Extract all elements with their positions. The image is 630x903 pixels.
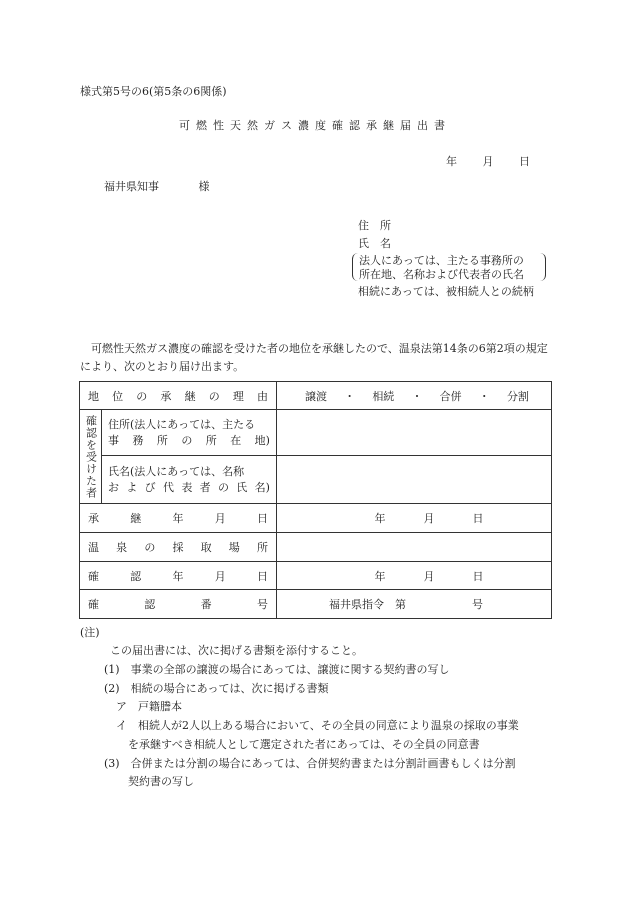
reason-label-char: 地 [88,389,99,403]
confirmation-date-label-char: 月 [214,569,226,583]
address-label-char: の [181,433,193,447]
note-item-2b-line-2: を承継すべき相続人として選定された者にあっては、その全員の同意書 [128,738,480,751]
reason-label-cell [80,382,277,410]
corporation-note-line-1: 法人にあっては、主たる事務所の [359,254,524,267]
address-value-cell[interactable] [277,410,552,456]
addressee: 福井県知事 様 [104,180,210,193]
name-value-cell[interactable] [277,456,552,504]
confirmation-date-value-char: 日 [472,569,484,583]
reason-value-cell[interactable] [277,382,552,410]
succession-form-table [79,381,552,619]
spring-location-label-cell [80,533,277,562]
applicant-name-label: 氏 名 [358,237,391,250]
confirmation-number-label-char: 確 [88,598,99,611]
confirmation-number-label-char: 番 [200,598,212,611]
spring-location-label-char: 場 [228,541,240,554]
spring-location-label-char: 温 [88,541,99,554]
succession-date-label-char: 承 [88,512,99,525]
succession-date-label-char: 日 [257,512,268,525]
corporation-note-bracket [352,253,546,281]
confirmation-number-label-char: 認 [144,598,156,611]
form-number: 様式第5号の6(第5条の6関係) [80,85,227,98]
address-label-cell [102,410,277,456]
applicant-address-label: 住 所 [358,219,391,232]
heir-relationship-note: 相続にあっては、被相続人との続柄 [358,285,534,298]
reason-option-char: 譲渡 [305,389,327,403]
succession-date-label-cell [80,504,277,533]
spring-location-value-cell[interactable] [277,533,552,562]
confirmation-number-prefix: 福井県指令 第 [329,598,406,611]
corporation-note-line-2: 所在地、名称および代表者の氏名 [359,268,524,281]
note-item-2b-line-1: イ 相続人が2人以上ある場合において、その全員の同意により温泉の採取の事業 [116,719,519,732]
succession-date-value-cell[interactable] [277,504,552,533]
confirmation-date-value-char: 年 [374,569,386,583]
name-label-char: 表 [181,480,193,494]
confirmation-number-value-cell[interactable] [277,590,552,619]
spring-location-label [80,539,276,555]
reason-label-char: 位 [112,389,124,403]
succession-date-label-char: 年 [172,512,184,525]
address-label-char: 所 [205,433,217,447]
succession-date-value-char: 年 [374,512,386,525]
reason-label-char: の [208,389,220,403]
name-label-char: び [144,480,156,494]
reason-option-char: 合併 [439,389,462,403]
confirmation-number-suffix: 号 [472,598,483,611]
spring-location-label-char: 取 [200,541,212,554]
reason-option-char: ・ [344,389,356,403]
address-label-line-2 [108,433,270,449]
reason-option-char: ・ [478,389,490,403]
reason-label-char: 由 [256,389,268,403]
reason-option-char: 分割 [506,389,529,403]
note-item-1: (1) 事業の全部の譲渡の場合にあっては、譲渡に関する契約書の写し [104,663,450,676]
name-label-cell [102,456,277,504]
confirmation-date-label [80,568,276,584]
reason-option-char: ・ [411,389,423,403]
confirmed-person-cell [80,410,102,504]
confirmed-person-label: 確認を受けた者 [84,414,98,499]
reason-label-char: 継 [184,389,196,403]
confirmation-number-label-char: 号 [256,598,268,611]
confirmation-date-value-char: 月 [423,569,435,583]
confirmation-date-label-cell [80,562,277,590]
succession-date-value [277,510,551,526]
reason-label-char: 理 [232,389,244,403]
submission-date: 年 月 日 [446,155,530,168]
spring-location-label-char: 泉 [116,541,128,554]
reason-label-char: 承 [160,389,172,403]
confirmation-date-label-char: 確 [88,569,99,583]
address-label-char: 事 [108,433,119,447]
confirmation-date-value [277,568,551,584]
reason-options [277,388,551,404]
declaration-text: 可燃性天然ガス濃度の確認を受けた者の地位を承継したので、温泉法第14条の6第2項の規定により、次のとおり届け出ます。 [80,342,548,373]
name-label-char: 者 [199,480,211,494]
confirmation-date-label-char: 年 [172,569,184,583]
name-label-char: の [217,480,229,494]
reason-option-char: 相続 [372,389,395,403]
spring-location-label-char: 採 [172,541,184,554]
reason-label [80,388,276,404]
succession-date-value-char: 日 [472,512,484,525]
address-label-char: 所 [156,433,168,447]
succession-date-label-char: 月 [214,512,226,525]
reason-label-char: の [136,389,148,403]
name-label-char: 氏 [236,480,248,494]
name-label-char: 代 [162,480,174,494]
document-title: 可燃性天然ガス濃度確認承継届出書 [179,119,451,132]
succession-date-value-char: 月 [423,512,435,525]
spring-location-label-char: 所 [256,541,268,554]
note-item-2a: ア 戸籍謄本 [116,700,182,713]
name-label-char: よ [126,480,138,494]
succession-date-label-char: 継 [130,512,142,525]
name-label-line-2 [108,480,270,496]
name-label-char: 名) [254,480,270,494]
confirmation-date-value-cell[interactable] [277,562,552,590]
confirmation-number-label-cell [80,590,277,619]
name-label-line-1: 氏名(法人にあっては、名称 [108,464,245,478]
address-label-char: 在 [230,433,242,447]
name-label-char: お [108,480,119,494]
note-item-2: (2) 相続の場合にあっては、次に掲げる書類 [104,682,329,695]
confirmation-date-label-char: 日 [257,569,268,583]
note-item-3-line-2: 契約書の写し [128,775,194,788]
notes-heading: (注) [80,626,100,639]
address-label-char: 務 [132,433,144,447]
address-label-char: 地) [254,433,270,447]
address-label-line-1: 住所(法人にあっては、主たる [108,417,256,431]
succession-date-label [80,510,276,526]
confirmation-date-label-char: 認 [130,569,142,583]
confirmation-number-label [80,596,276,612]
notes-intro: この届出書には、次に掲げる書類を添付すること。 [110,644,363,657]
note-item-3-line-1: (3) 合併または分割の場合にあっては、合併契約書または分割計画書もしくは分割 [104,757,516,770]
spring-location-label-char: の [144,541,156,554]
